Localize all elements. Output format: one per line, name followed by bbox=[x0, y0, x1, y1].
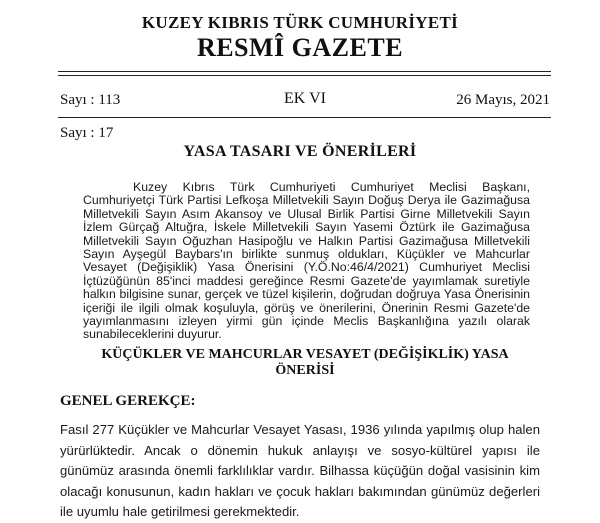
bill-title: KÜÇÜKLER VE MAHCURLAR VESAYET (DEĞİŞİKLİK) YASA ÖNERİSİ bbox=[101, 347, 509, 378]
issue-sub-number: Sayı : 17 bbox=[60, 125, 114, 141]
intro-paragraph: Kuzey Kıbrıs Türk Cumhuriyeti Cumhuriyet Meclisi Başkanı, Cumhuriyetçi Türk Partisi Lefkoşa Milletvekili Sayın Doğuş Derya ile Gazimağusa Milletvekili Sayın Asım Akansoy ve Ulusal Birlik Partisi Girne Milletvekili Sayın İzlem Gürçağ Altuğra, İskele Milletvekili Sayın Yasemi Öztürk ile Gazimağusa Milletvekili Sayın Oğuzhan Hasipoğlu ve Halkın Partisi Gazimağusa Milletvekili Sayın Ayşegül Baybars'ın birlikte sunmuş oldukları, Küçükler ve Mahcurlar Vesayet (Değişiklik) Yasa Önerisini (Y.Ö.No:46/4/2021) Cumhuriyet Meclisi İçtüzüğünün 85'inci maddesi gereğince Resmi Gazete'de yayımlamak suretiyle halkın bilgisine sunar, gerçek ve tüzel kişilerin, doğrudan doğruya Yasa Önerisinin içeriği ile ilgili olmak koşuluyla, görüş ve önerilerini, Önerinin Resmi Gazete'de yayımlanmasını izleyen yirmi gün içinde Meclis Başkanlığına yazılı olarak sunabileceklerini duyurur. bbox=[83, 180, 530, 342]
issue-supplement: EK VI bbox=[284, 90, 326, 107]
reasoning-heading: GENEL GEREKÇE: bbox=[60, 393, 196, 409]
masthead-rule-thin bbox=[58, 75, 551, 76]
issue-date: 26 Mayıs, 2021 bbox=[456, 92, 550, 108]
section-title: YASA TASARI VE ÖNERİLERİ bbox=[183, 143, 417, 160]
reasoning-body bbox=[60, 420, 540, 523]
reasoning-paragraph: Fasıl 277 Küçükler ve Mahcurlar Vesayet Yasası, 1936 yılında yapılmış olup halen yürürlüktedir. Ancak o dönemin hukuk anlayışı ve sosyo-kültürel yapısı ile günümüz arasında önemli farklılıklar vardır. Bilhassa küçüğün doğal vasisinin kim olacağı konusunun, kadın hakları ve çocuk hakları bakımından günümüz değerleri ile uyumlu hale getirilmesi gerekmektedir. bbox=[60, 422, 540, 519]
masthead-title: RESMÎ GAZETE bbox=[196, 33, 404, 62]
issue-number: Sayı : 113 bbox=[60, 92, 121, 108]
masthead-country: KUZEY KIBRIS TÜRK CUMHURİYETİ bbox=[141, 13, 459, 32]
intro-notice bbox=[83, 181, 530, 342]
masthead-rule-thick bbox=[58, 71, 551, 72]
issue-rule bbox=[58, 117, 551, 118]
